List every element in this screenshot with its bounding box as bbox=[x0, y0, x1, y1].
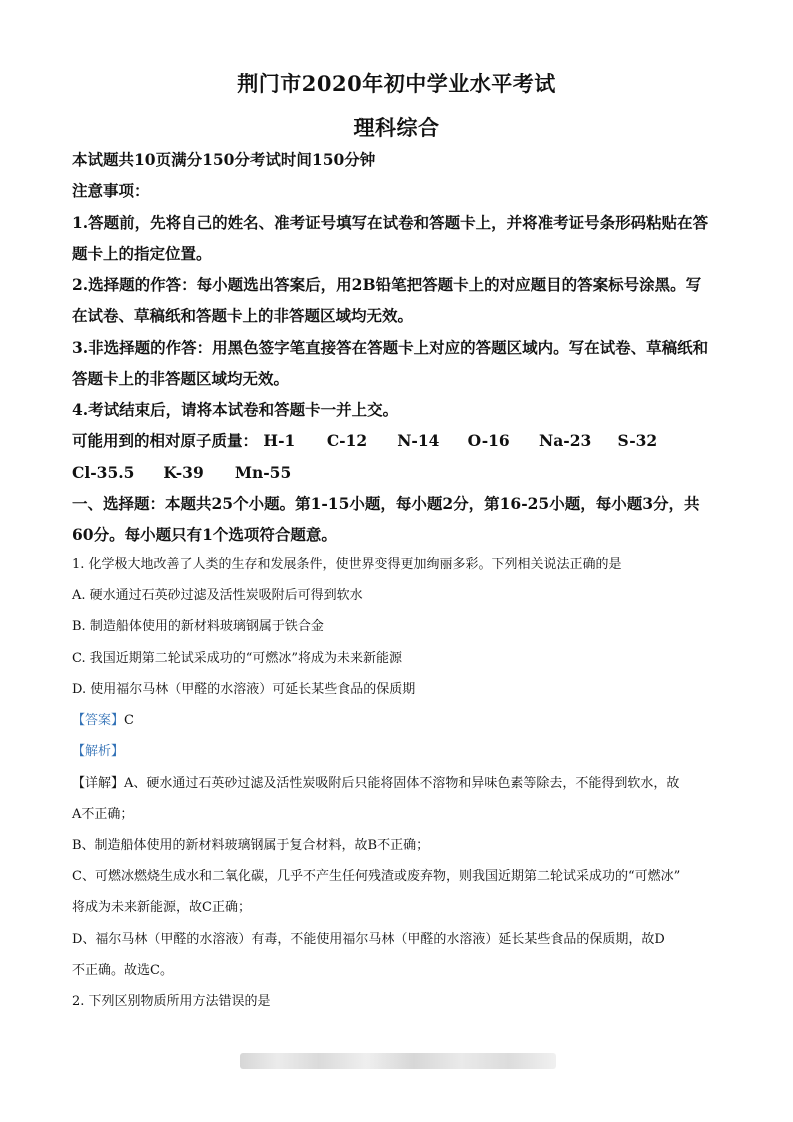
question-1-option-c: C. 我国近期第二轮试采成功的“可燃冰”将成为未来新能源 bbox=[72, 651, 403, 666]
mass-item: Mn-55 bbox=[234, 463, 292, 482]
note-1-line-2: 题卡上的指定位置。 bbox=[72, 244, 212, 263]
detail-line: C、可燃冰燃烧生成水和二氧化碳，几乎不产生任何残渣或废弃物，则我国近期第二轮试采成功的“可燃冰” bbox=[72, 869, 681, 884]
section-heading-line-2: 60分。每小题只有1个选项符合题意。 bbox=[72, 525, 337, 544]
mass-item: H-1 bbox=[263, 431, 296, 450]
mass-item: C-12 bbox=[326, 431, 368, 450]
mass-item: K-39 bbox=[163, 463, 204, 482]
atomic-masses-row-2 bbox=[72, 463, 727, 483]
note-2-line-2: 在试卷、草稿纸和答题卡上的非答题区域均无效。 bbox=[72, 306, 414, 325]
detail-line: B、制造船体使用的新材料玻璃钢属于复合材料，故B不正确； bbox=[72, 838, 430, 853]
note-3-line-1: 3.非选择题的作答：用黑色签字笔直接答在答题卡上对应的答题区域内。写在试卷、草稿纸和 bbox=[72, 338, 709, 357]
note-1-line-1: 1.答题前，先将自己的姓名、准考证号填写在试卷和答题卡上，并将准考证号条形码粘贴在答 bbox=[72, 213, 709, 232]
masses-label: 可能用到的相对原子质量： bbox=[72, 431, 259, 450]
atomic-masses-row-1 bbox=[72, 431, 727, 451]
answer-tag: 【答案】 bbox=[72, 713, 125, 728]
exam-info: 本试题共10页满分150分考试时间150分钟 bbox=[72, 150, 376, 169]
note-2-line-1: 2.选择题的作答：每小题选出答案后，用2B铅笔把答题卡上的对应题目的答案标号涂黑。写 bbox=[72, 275, 702, 294]
detail-line: D、福尔马林（甲醛的水溶液）有毒，不能使用福尔马林（甲醛的水溶液）延长某些食品的保质期，故D bbox=[72, 932, 665, 947]
analysis-tag: 【解析】 bbox=[72, 744, 125, 759]
question-1-option-d: D. 使用福尔马林（甲醛的水溶液）可延长某些食品的保质期 bbox=[72, 682, 416, 697]
mass-item: S-32 bbox=[617, 431, 658, 450]
detail-line: A不正确； bbox=[72, 807, 134, 822]
mass-item: Cl-35.5 bbox=[72, 463, 135, 482]
section-heading-line-1: 一、选择题：本题共25个小题。第1-15小题，每小题2分，第16-25小题，每小题3分，共 bbox=[72, 494, 700, 513]
question-2-stem: 2. 下列区别物质所用方法错误的是 bbox=[72, 994, 271, 1009]
mass-item: N-14 bbox=[397, 431, 440, 450]
exam-title: 荆门市2020年初中学业水平考试 bbox=[237, 71, 556, 96]
question-1-stem: 1. 化学极大地改善了人类的生存和发展条件，使世界变得更加绚丽多彩。下列相关说法正确的是 bbox=[72, 557, 622, 572]
mass-item: Na-23 bbox=[539, 431, 592, 450]
note-4: 4.考试结束后，请将本试卷和答题卡一并上交。 bbox=[72, 400, 399, 419]
detail-line: 将成为未来新能源，故C正确； bbox=[72, 900, 251, 915]
exam-subtitle: 理科综合 bbox=[353, 115, 440, 140]
question-1-analysis-tag bbox=[72, 743, 727, 761]
notice-title: 注意事项： bbox=[72, 181, 150, 200]
blurred-footer-watermark bbox=[240, 1053, 556, 1069]
mass-item: O-16 bbox=[467, 431, 510, 450]
answer-value: C bbox=[124, 713, 134, 728]
detail-line: 【详解】A、硬水通过石英砂过滤及活性炭吸附后只能将固体不溶物和异味色素等除去，不能得到软水，故 bbox=[72, 776, 680, 791]
note-3-line-2: 答题卡上的非答题区域均无效。 bbox=[72, 369, 290, 388]
question-1-option-b: B. 制造船体使用的新材料玻璃钢属于铁合金 bbox=[72, 619, 324, 634]
detail-line: 不正确。故选C。 bbox=[72, 963, 173, 978]
question-1-option-a: A. 硬水通过石英砂过滤及活性炭吸附后可得到软水 bbox=[72, 588, 363, 603]
question-1-answer bbox=[72, 712, 727, 730]
